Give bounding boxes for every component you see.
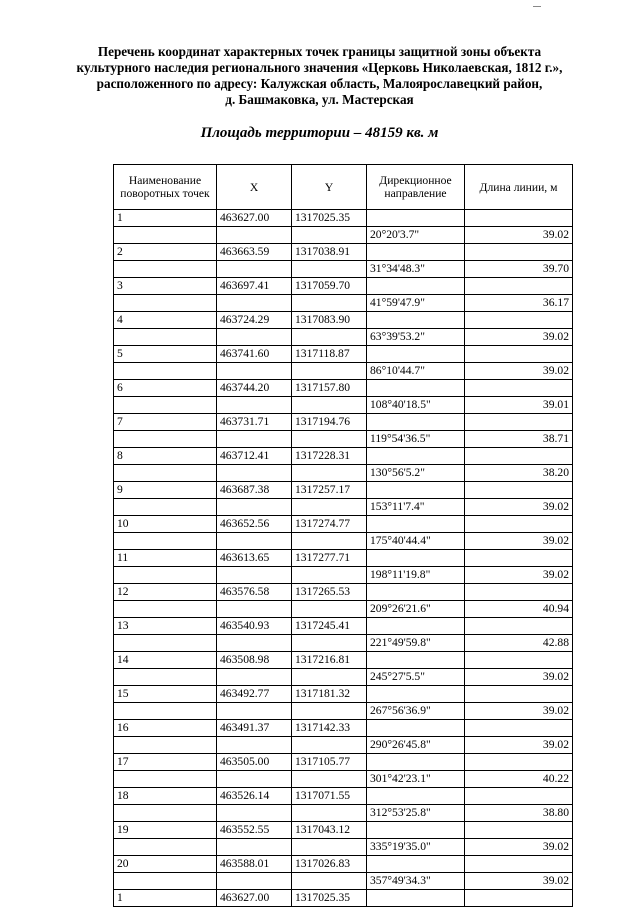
empty-cell [217, 499, 292, 516]
empty-cell [217, 601, 292, 618]
y-cell: 1317105.77 [292, 754, 367, 771]
empty-cell [114, 839, 217, 856]
empty-cell [465, 720, 573, 737]
header-y: Y [292, 165, 367, 210]
table-row [114, 771, 573, 788]
empty-cell [367, 278, 465, 295]
length-cell: 39.02 [465, 533, 573, 550]
empty-cell [217, 635, 292, 652]
direction-cell: 357°49'34.3" [367, 873, 465, 890]
empty-cell [114, 635, 217, 652]
empty-cell [465, 822, 573, 839]
table-row [114, 448, 573, 465]
table-row [114, 499, 573, 516]
empty-cell [217, 363, 292, 380]
empty-cell [465, 380, 573, 397]
x-cell: 463731.71 [217, 414, 292, 431]
empty-cell [217, 431, 292, 448]
empty-cell [465, 516, 573, 533]
length-cell: 39.02 [465, 227, 573, 244]
y-cell: 1317025.35 [292, 210, 367, 227]
table-row [114, 295, 573, 312]
empty-cell [292, 227, 367, 244]
empty-cell [367, 754, 465, 771]
y-cell: 1317043.12 [292, 822, 367, 839]
point-name-cell: 17 [114, 754, 217, 771]
y-cell: 1317118.87 [292, 346, 367, 363]
y-cell: 1317194.76 [292, 414, 367, 431]
empty-cell [217, 737, 292, 754]
length-cell: 38.71 [465, 431, 573, 448]
table-row [114, 652, 573, 669]
point-name-cell: 1 [114, 890, 217, 907]
empty-cell [292, 295, 367, 312]
y-cell: 1317257.17 [292, 482, 367, 499]
empty-cell [465, 448, 573, 465]
empty-cell [114, 601, 217, 618]
direction-cell: 119°54'36.5" [367, 431, 465, 448]
empty-cell [114, 533, 217, 550]
direction-cell: 301°42'23.1" [367, 771, 465, 788]
empty-cell [217, 227, 292, 244]
empty-cell [292, 397, 367, 414]
empty-cell [114, 431, 217, 448]
length-cell: 39.02 [465, 737, 573, 754]
corner-mark [533, 6, 541, 7]
table-row [114, 380, 573, 397]
empty-cell [217, 771, 292, 788]
direction-cell: 335°19'35.0" [367, 839, 465, 856]
length-cell: 39.02 [465, 873, 573, 890]
table-body [114, 210, 573, 907]
table-row [114, 822, 573, 839]
point-name-cell: 4 [114, 312, 217, 329]
table-row [114, 703, 573, 720]
point-name-cell: 3 [114, 278, 217, 295]
direction-cell: 209°26'21.6" [367, 601, 465, 618]
direction-cell: 290°26'45.8" [367, 737, 465, 754]
empty-cell [114, 669, 217, 686]
empty-cell [367, 448, 465, 465]
y-cell: 1317083.90 [292, 312, 367, 329]
empty-cell [292, 635, 367, 652]
empty-cell [367, 380, 465, 397]
direction-cell: 63°39'53.2" [367, 329, 465, 346]
header-x: X [217, 165, 292, 210]
empty-cell [292, 533, 367, 550]
x-cell: 463724.29 [217, 312, 292, 329]
table-row [114, 533, 573, 550]
length-cell: 38.80 [465, 805, 573, 822]
length-cell: 38.20 [465, 465, 573, 482]
table-row [114, 550, 573, 567]
table-row [114, 397, 573, 414]
point-name-cell: 19 [114, 822, 217, 839]
empty-cell [292, 703, 367, 720]
empty-cell [292, 873, 367, 890]
length-cell: 39.01 [465, 397, 573, 414]
empty-cell [292, 261, 367, 278]
x-cell: 463613.65 [217, 550, 292, 567]
empty-cell [217, 669, 292, 686]
empty-cell [465, 346, 573, 363]
length-cell: 39.02 [465, 839, 573, 856]
empty-cell [217, 873, 292, 890]
empty-cell [217, 703, 292, 720]
x-cell: 463505.00 [217, 754, 292, 771]
direction-cell: 312°53'25.8" [367, 805, 465, 822]
empty-cell [292, 465, 367, 482]
empty-cell [292, 669, 367, 686]
table-row [114, 618, 573, 635]
table-row [114, 584, 573, 601]
empty-cell [114, 737, 217, 754]
length-cell: 42.88 [465, 635, 573, 652]
direction-cell: 153°11'7.4" [367, 499, 465, 516]
direction-cell: 130°56'5.2" [367, 465, 465, 482]
direction-cell: 245°27'5.5" [367, 669, 465, 686]
table-row [114, 312, 573, 329]
coordinates-table [113, 164, 573, 907]
empty-cell [465, 584, 573, 601]
length-cell: 40.94 [465, 601, 573, 618]
y-cell: 1317059.70 [292, 278, 367, 295]
point-name-cell: 16 [114, 720, 217, 737]
empty-cell [367, 720, 465, 737]
x-cell: 463492.77 [217, 686, 292, 703]
empty-cell [367, 822, 465, 839]
empty-cell [367, 856, 465, 873]
title-line: культурного наследия регионального значения «Церковь Николаевская, 1812 г.», [76, 60, 563, 75]
point-name-cell: 12 [114, 584, 217, 601]
table-row [114, 839, 573, 856]
table-row [114, 856, 573, 873]
x-cell: 463712.41 [217, 448, 292, 465]
x-cell: 463652.56 [217, 516, 292, 533]
direction-cell: 41°59'47.9" [367, 295, 465, 312]
empty-cell [114, 567, 217, 584]
empty-cell [367, 652, 465, 669]
title-line: расположенного по адресу: Калужская область, Малоярославецкий район, [96, 76, 543, 91]
empty-cell [367, 346, 465, 363]
y-cell: 1317228.31 [292, 448, 367, 465]
empty-cell [367, 550, 465, 567]
table-row [114, 482, 573, 499]
empty-cell [465, 312, 573, 329]
empty-cell [367, 482, 465, 499]
direction-cell: 108°40'18.5" [367, 397, 465, 414]
point-name-cell: 15 [114, 686, 217, 703]
empty-cell [292, 737, 367, 754]
length-cell: 40.22 [465, 771, 573, 788]
table-row [114, 244, 573, 261]
table-row [114, 346, 573, 363]
empty-cell [465, 278, 573, 295]
table-header-row [114, 165, 573, 210]
point-name-cell: 20 [114, 856, 217, 873]
y-cell: 1317245.41 [292, 618, 367, 635]
y-cell: 1317142.33 [292, 720, 367, 737]
x-cell: 463540.93 [217, 618, 292, 635]
length-cell: 39.02 [465, 499, 573, 516]
table-row [114, 363, 573, 380]
empty-cell [114, 397, 217, 414]
table-row [114, 686, 573, 703]
empty-cell [114, 771, 217, 788]
table-row [114, 873, 573, 890]
empty-cell [465, 890, 573, 907]
table-row [114, 601, 573, 618]
header-length: Длина линии, м [465, 165, 573, 210]
header-direction: Дирекционное направление [367, 165, 465, 210]
direction-cell: 31°34'48.3" [367, 261, 465, 278]
empty-cell [217, 329, 292, 346]
empty-cell [465, 414, 573, 431]
point-name-cell: 6 [114, 380, 217, 397]
table-row [114, 261, 573, 278]
point-name-cell: 7 [114, 414, 217, 431]
empty-cell [465, 550, 573, 567]
empty-cell [114, 499, 217, 516]
y-cell: 1317274.77 [292, 516, 367, 533]
empty-cell [367, 890, 465, 907]
y-cell: 1317277.71 [292, 550, 367, 567]
empty-cell [367, 686, 465, 703]
empty-cell [114, 363, 217, 380]
length-cell: 39.70 [465, 261, 573, 278]
empty-cell [367, 312, 465, 329]
y-cell: 1317025.35 [292, 890, 367, 907]
direction-cell: 20°20'3.7" [367, 227, 465, 244]
table-row [114, 720, 573, 737]
y-cell: 1317181.32 [292, 686, 367, 703]
empty-cell [465, 788, 573, 805]
empty-cell [217, 397, 292, 414]
x-cell: 463627.00 [217, 210, 292, 227]
empty-cell [292, 499, 367, 516]
document-title [60, 44, 579, 108]
empty-cell [114, 329, 217, 346]
table-row [114, 669, 573, 686]
length-cell: 36.17 [465, 295, 573, 312]
table-row [114, 635, 573, 652]
point-name-cell: 11 [114, 550, 217, 567]
title-line: д. Башмаковка, ул. Мастерская [225, 92, 414, 107]
empty-cell [217, 295, 292, 312]
empty-cell [292, 329, 367, 346]
direction-cell: 175°40'44.4" [367, 533, 465, 550]
y-cell: 1317038.91 [292, 244, 367, 261]
table-row [114, 414, 573, 431]
point-name-cell: 10 [114, 516, 217, 533]
empty-cell [465, 856, 573, 873]
empty-cell [114, 873, 217, 890]
table-row [114, 805, 573, 822]
empty-cell [217, 533, 292, 550]
x-cell: 463526.14 [217, 788, 292, 805]
x-cell: 463687.38 [217, 482, 292, 499]
table-row [114, 210, 573, 227]
empty-cell [465, 482, 573, 499]
table-row [114, 890, 573, 907]
empty-cell [114, 703, 217, 720]
y-cell: 1317071.55 [292, 788, 367, 805]
empty-cell [114, 805, 217, 822]
point-name-cell: 9 [114, 482, 217, 499]
table-row [114, 278, 573, 295]
x-cell: 463552.55 [217, 822, 292, 839]
empty-cell [367, 788, 465, 805]
empty-cell [217, 805, 292, 822]
empty-cell [292, 431, 367, 448]
direction-cell: 267°56'36.9" [367, 703, 465, 720]
point-name-cell: 13 [114, 618, 217, 635]
empty-cell [217, 839, 292, 856]
empty-cell [465, 618, 573, 635]
point-name-cell: 1 [114, 210, 217, 227]
x-cell: 463741.60 [217, 346, 292, 363]
empty-cell [465, 686, 573, 703]
empty-cell [465, 652, 573, 669]
point-name-cell: 14 [114, 652, 217, 669]
empty-cell [367, 516, 465, 533]
y-cell: 1317026.83 [292, 856, 367, 873]
area-caption: Площадь территории – 48159 кв. м [200, 125, 439, 141]
empty-cell [292, 771, 367, 788]
empty-cell [465, 244, 573, 261]
length-cell: 39.02 [465, 329, 573, 346]
empty-cell [367, 618, 465, 635]
empty-cell [217, 261, 292, 278]
table-row [114, 567, 573, 584]
empty-cell [292, 805, 367, 822]
direction-cell: 198°11'19.8" [367, 567, 465, 584]
empty-cell [114, 295, 217, 312]
empty-cell [292, 363, 367, 380]
y-cell: 1317157.80 [292, 380, 367, 397]
x-cell: 463697.41 [217, 278, 292, 295]
header-point-name: Наименование поворотных точек [114, 165, 217, 210]
length-cell: 39.02 [465, 669, 573, 686]
table-row [114, 754, 573, 771]
point-name-cell: 2 [114, 244, 217, 261]
empty-cell [292, 567, 367, 584]
empty-cell [367, 210, 465, 227]
empty-cell [114, 227, 217, 244]
direction-cell: 86°10'44.7" [367, 363, 465, 380]
length-cell: 39.02 [465, 703, 573, 720]
empty-cell [217, 465, 292, 482]
x-cell: 463576.58 [217, 584, 292, 601]
empty-cell [367, 584, 465, 601]
point-name-cell: 8 [114, 448, 217, 465]
empty-cell [292, 601, 367, 618]
empty-cell [217, 567, 292, 584]
table-row [114, 329, 573, 346]
table-row [114, 737, 573, 754]
x-cell: 463508.98 [217, 652, 292, 669]
empty-cell [114, 261, 217, 278]
y-cell: 1317265.53 [292, 584, 367, 601]
empty-cell [367, 414, 465, 431]
x-cell: 463663.59 [217, 244, 292, 261]
x-cell: 463588.01 [217, 856, 292, 873]
x-cell: 463491.37 [217, 720, 292, 737]
y-cell: 1317216.81 [292, 652, 367, 669]
table-row [114, 516, 573, 533]
table-row [114, 431, 573, 448]
title-line: Перечень координат характерных точек границы защитной зоны объекта [97, 44, 542, 59]
empty-cell [465, 210, 573, 227]
empty-cell [114, 465, 217, 482]
table-row [114, 465, 573, 482]
direction-cell: 221°49'59.8" [367, 635, 465, 652]
length-cell: 39.02 [465, 363, 573, 380]
length-cell: 39.02 [465, 567, 573, 584]
empty-cell [465, 754, 573, 771]
empty-cell [292, 839, 367, 856]
point-name-cell: 18 [114, 788, 217, 805]
empty-cell [367, 244, 465, 261]
point-name-cell: 5 [114, 346, 217, 363]
x-cell: 463744.20 [217, 380, 292, 397]
table-row [114, 227, 573, 244]
x-cell: 463627.00 [217, 890, 292, 907]
table-row [114, 788, 573, 805]
